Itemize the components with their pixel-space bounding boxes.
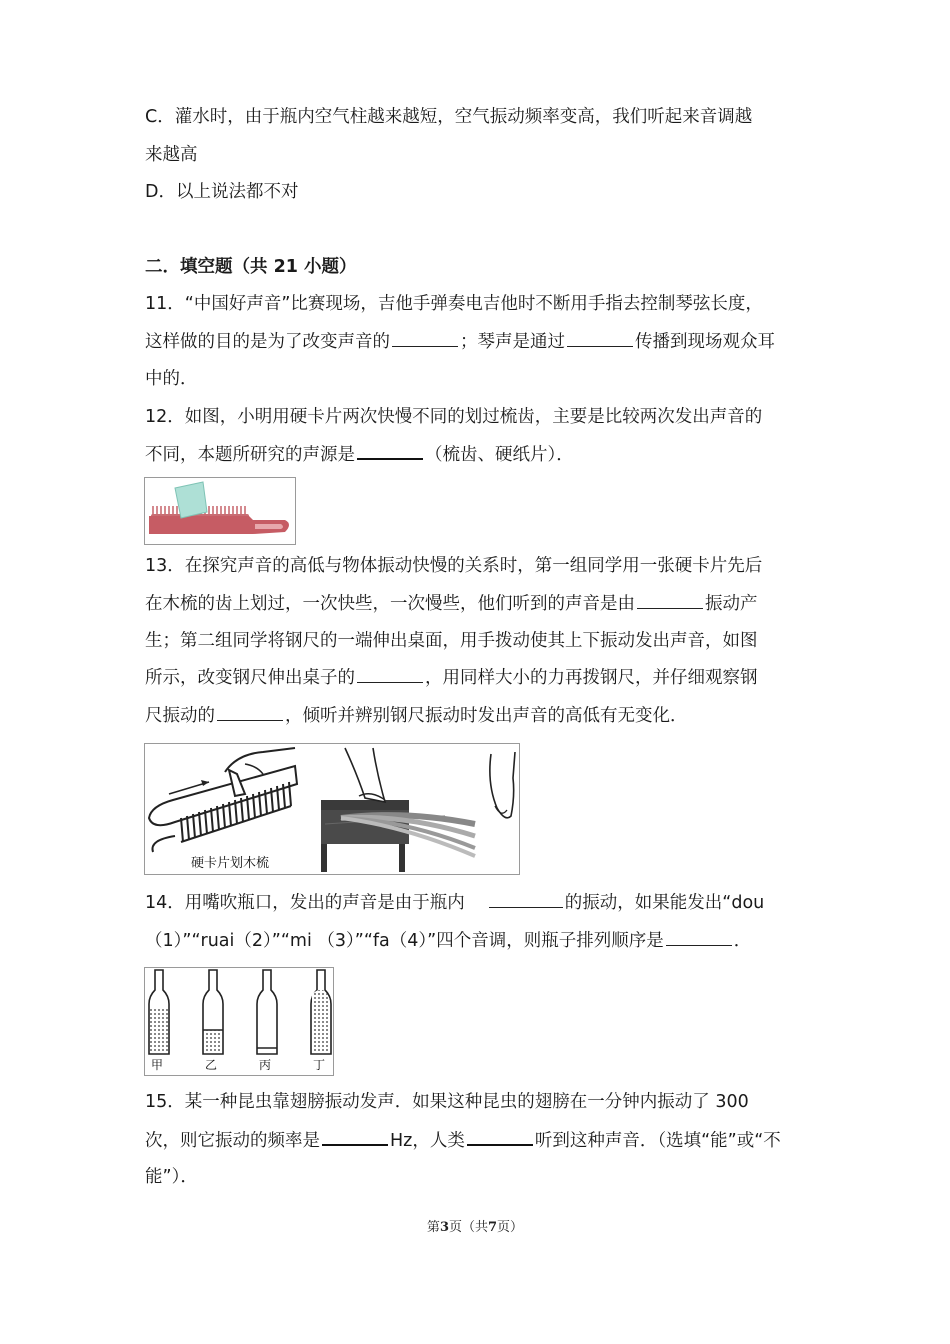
q15-text-c: 听到这种声音．（选填“能”或“不 — [534, 1131, 781, 1151]
page-footer — [0, 1216, 950, 1235]
q13-line1: 13．在探究声音的高低与物体振动快慢的关系时，第一组同学用一张硬卡片先后 — [145, 556, 763, 576]
bottle-label-0: 甲 — [151, 1058, 164, 1072]
q15-text-a: 次，则它振动的频率是 — [145, 1131, 320, 1151]
bottle-yi — [203, 970, 223, 1054]
section-title: 二．填空题（共 21 小题） — [145, 257, 357, 277]
footer-mid: 页（共 — [448, 1220, 488, 1235]
q15-line2 — [145, 1128, 781, 1153]
option-c-line2: 来越高 — [145, 145, 198, 165]
q12-line1: 12．如图，小明用硬卡片两次快慢不同的划过梳齿，主要是比较两次发出声音的 — [145, 407, 763, 427]
q14-text-c: （1）”“ruai（2）”“mi （3）”“fa（4）”四个音调，则瓶子排列顺序是 — [145, 931, 664, 951]
q14-line2 — [145, 929, 751, 953]
bottle-label-2: 丙 — [259, 1058, 272, 1072]
bottle-jia — [149, 970, 169, 1054]
comb-card-figure — [144, 477, 296, 545]
q13-blank-3[interactable] — [217, 704, 283, 721]
q13-text-c: 所示，改变钢尺伸出桌子的 — [145, 668, 355, 688]
q13-line2 — [145, 592, 758, 616]
bottle-label-1: 乙 — [205, 1058, 218, 1072]
q12-text-a: 不同，本题所研究的声源是 — [145, 445, 355, 465]
q14-blank-1[interactable] — [489, 891, 563, 908]
q12-text-b: （梳齿、硬纸片）． — [425, 445, 574, 465]
q13-line4 — [145, 666, 758, 690]
q11-line2 — [145, 330, 775, 354]
comb-figure-caption: 硬卡片划木梳 — [191, 856, 270, 871]
q13-text-f: ，倾听并辨别钢尺振动时发出声音的高低有无变化． — [285, 706, 688, 726]
q15-line1: 15．某一种昆虫靠翅膀振动发声．如果这种昆虫的翅膀在一分钟内振动了 300 — [145, 1092, 749, 1112]
q13-text-a: 在木梳的齿上划过，一次快些，一次慢些，他们听到的声音是由 — [145, 594, 635, 614]
option-d: D．以上说法都不对 — [145, 182, 299, 202]
q13-line3: 生；第二组同学将钢尺的一端伸出桌面，用手拨动使其上下振动发出声音，如图 — [145, 631, 758, 651]
bottle-label-3: 丁 — [313, 1058, 326, 1072]
q11-text-a: 这样做的目的是为了改变声音的 — [145, 332, 390, 352]
q12-blank-1[interactable] — [357, 442, 423, 460]
q14-line1 — [145, 891, 764, 915]
q14-blank-2[interactable] — [666, 929, 732, 946]
q13-blank-2[interactable] — [357, 666, 423, 683]
footer-total-pages: 7 — [488, 1220, 498, 1235]
q14-text-a: 14．用嘴吹瓶口，发出的声音是由于瓶内 — [145, 893, 465, 913]
comb-ruler-figure — [144, 743, 520, 875]
q13-line5 — [145, 704, 688, 728]
q11-blank-2[interactable] — [567, 330, 633, 347]
q12-line2 — [145, 442, 574, 467]
q15-blank-1[interactable] — [322, 1128, 388, 1146]
q13-blank-1[interactable] — [637, 592, 703, 609]
q11-text-b: ；琴声是通过 — [460, 332, 565, 352]
q14-text-d: ． — [733, 931, 752, 951]
comb-illustration — [145, 478, 295, 544]
bottles-figure — [144, 967, 334, 1076]
option-c-line1: C．灌水时，由于瓶内空气柱越来越短，空气振动频率变高，我们听起来音调越 — [145, 107, 753, 127]
footer-suffix: 页） — [497, 1220, 524, 1235]
q13-text-e: 尺振动的 — [145, 706, 215, 726]
footer-page-number: 3 — [439, 1220, 449, 1235]
footer-prefix: 第 — [426, 1220, 440, 1235]
q11-blank-1[interactable] — [392, 330, 458, 347]
bottle-ding — [311, 970, 331, 1054]
q14-text-b: 的振动，如果能发出“dou — [564, 893, 765, 913]
q11-line3: 中的． — [145, 369, 198, 389]
q11-text-c: 传播到现场观众耳 — [635, 332, 775, 352]
q11-line1: 11．“中国好声音”比赛现场，吉他手弹奏电吉他时不断用手指去控制琴弦长度， — [145, 294, 763, 314]
q15-text-b: Hz，人类 — [390, 1131, 465, 1151]
q15-blank-2[interactable] — [467, 1128, 533, 1146]
bottle-bing — [257, 970, 277, 1054]
q15-line3: 能”）． — [145, 1167, 198, 1187]
bottles-illustration — [145, 968, 333, 1075]
q13-text-b: 振动产 — [705, 594, 758, 614]
q13-text-d: ，用同样大小的力再拨钢尺，并仔细观察钢 — [425, 668, 758, 688]
